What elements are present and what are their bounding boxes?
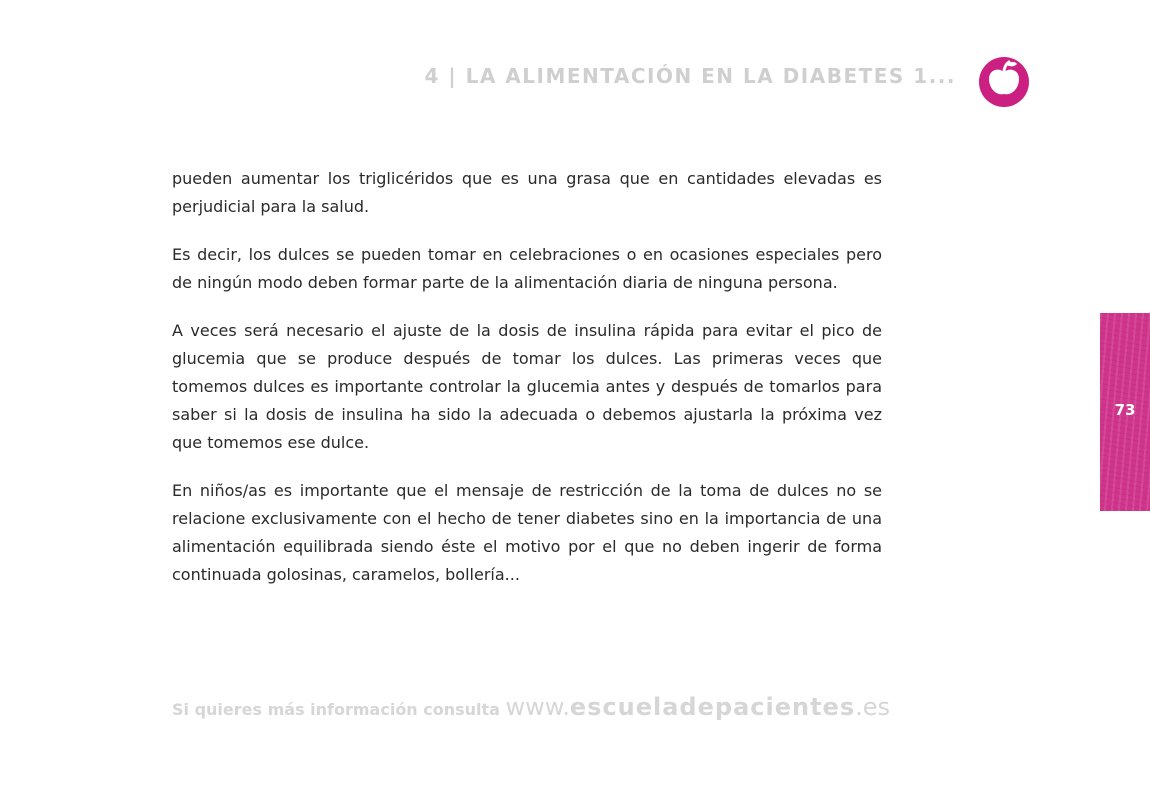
paragraph-2: Es decir, los dulces se pueden tomar en celebraciones o en ocasiones especiales pero de ningún modo deben formar parte de la alimentación diaria de ninguna persona. — [172, 245, 882, 292]
paragraph-1: pueden aumentar los triglicéridos que es una grasa que en cantidades elevadas es perjudicial para la salud. — [172, 169, 882, 216]
paragraph-4: En niños/as es importante que el mensaje de restricción de la toma de dulces no se relacione exclusivamente con el hecho de tener diabetes sino en la importancia de una alimentación equilibrada siendo éste el motivo por el que no deben ingerir de forma continuada golosinas, caramelos, bollería... — [172, 481, 882, 584]
footer-tld: .es — [855, 693, 891, 721]
apple-icon — [976, 52, 1032, 108]
paragraph-3: A veces será necesario el ajuste de la dosis de insulina rápida para evitar el pico de glucemia que se produce después de tomar los dulces. Las primeras veces que tomemos dulces es importante controlar la glucemia antes y después de tomarlos para saber si la dosis de insulina ha sido la adecuada o debemos ajustarla la próxima vez que tomemos ese dulce. — [172, 321, 882, 452]
page-number: 73 — [1114, 401, 1136, 419]
chapter-title: 4 | LA ALIMENTACIÓN EN LA DIABETES 1... — [424, 64, 956, 88]
footer-lead-text: Si quieres más información consulta — [172, 700, 506, 719]
footer-domain: escueladepacientes — [569, 693, 856, 721]
body-text — [172, 165, 882, 609]
footer-promo — [172, 693, 890, 721]
footer-www: www. — [505, 693, 570, 721]
